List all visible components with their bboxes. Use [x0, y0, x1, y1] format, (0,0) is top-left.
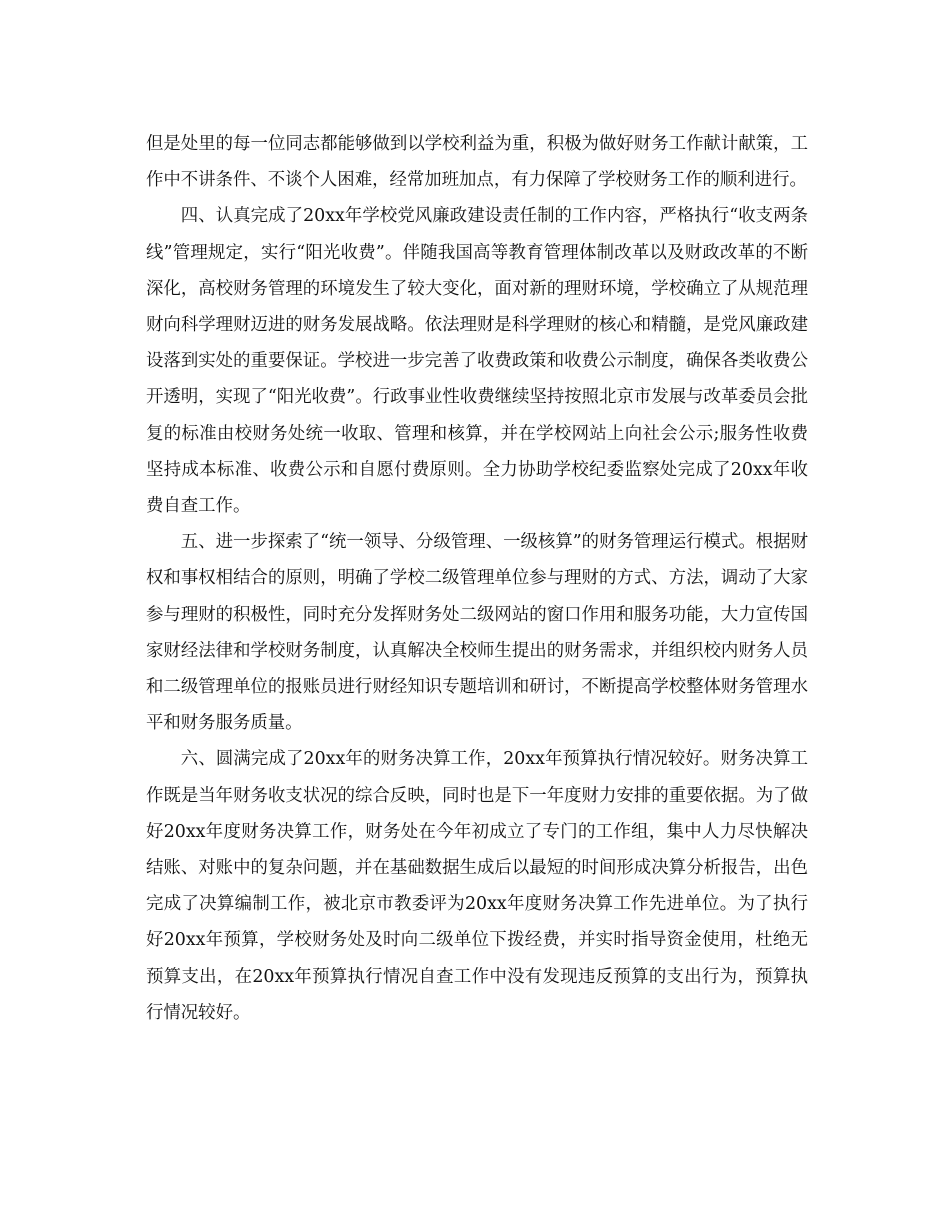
document-body	[146, 126, 808, 1031]
paragraph-section-six: 六、圆满完成了20xx年的财务决算工作，20xx年预算执行情况较好。财务决算工作既是当年财务收支状况的综合反映，同时也是下一年度财力安排的重要依据。为了做好20xx年度财务决算工作，财务处在今年初成立了专门的工作组，集中人力尽快解决结账、对账中的复杂问题，并在基础数据生成后以最短的时间形成决算分析报告，出色完成了决算编制工作，被北京市教委评为20xx年度财务决算工作先进单位。为了执行好20xx年预算，学校财务处及时向二级单位下拨经费，并实时指导资金使用，杜绝无预算支出，在20xx年预算执行情况自查工作中没有发现违反预算的支出行为，预算执行情况较好。	[146, 749, 808, 1023]
paragraph-section-five: 五、进一步探索了“统一领导、分级管理、一级核算”的财务管理运行模式。根据财权和事权相结合的原则，明确了学校二级管理单位参与理财的方式、方法，调动了大家参与理财的积极性，同时充分发挥财务处二级网站的窗口作用和服务功能，大力宣传国家财经法律和学校财务制度，认真解决全校师生提出的财务需求，并组织校内财务人员和二级管理单位的报账员进行财经知识专题培训和研讨，不断提高学校整体财务管理水平和财务服务质量。	[146, 532, 808, 734]
paragraph-continuation: 但是处里的每一位同志都能够做到以学校利益为重，积极为做好财务工作献计献策，工作中不讲条件、不谈个人困难，经常加班加点，有力保障了学校财务工作的顺利进行。	[146, 134, 808, 191]
paragraph-section-four: 四、认真完成了20xx年学校党风廉政建设责任制的工作内容，严格执行“收支两条线”管理规定，实行“阳光收费”。伴随我国高等教育管理体制改革以及财政改革的不断深化，高校财务管理的环境发生了较大变化，面对新的理财环境，学校确立了从规范理财向科学理财迈进的财务发展战略。依法理财是科学理财的核心和精髓，是党风廉政建设落到实处的重要保证。学校进一步完善了收费政策和收费公示制度，确保各类收费公开透明，实现了“阳光收费”。行政事业性收费继续坚持按照北京市发展与改革委员会批复的标准由校财务处统一收取、管理和核算，并在学校网站上向社会公示;服务性收费坚持成本标准、收费公示和自愿付费原则。全力协助学校纪委监察处完成了20xx年收费自查工作。	[146, 206, 808, 517]
